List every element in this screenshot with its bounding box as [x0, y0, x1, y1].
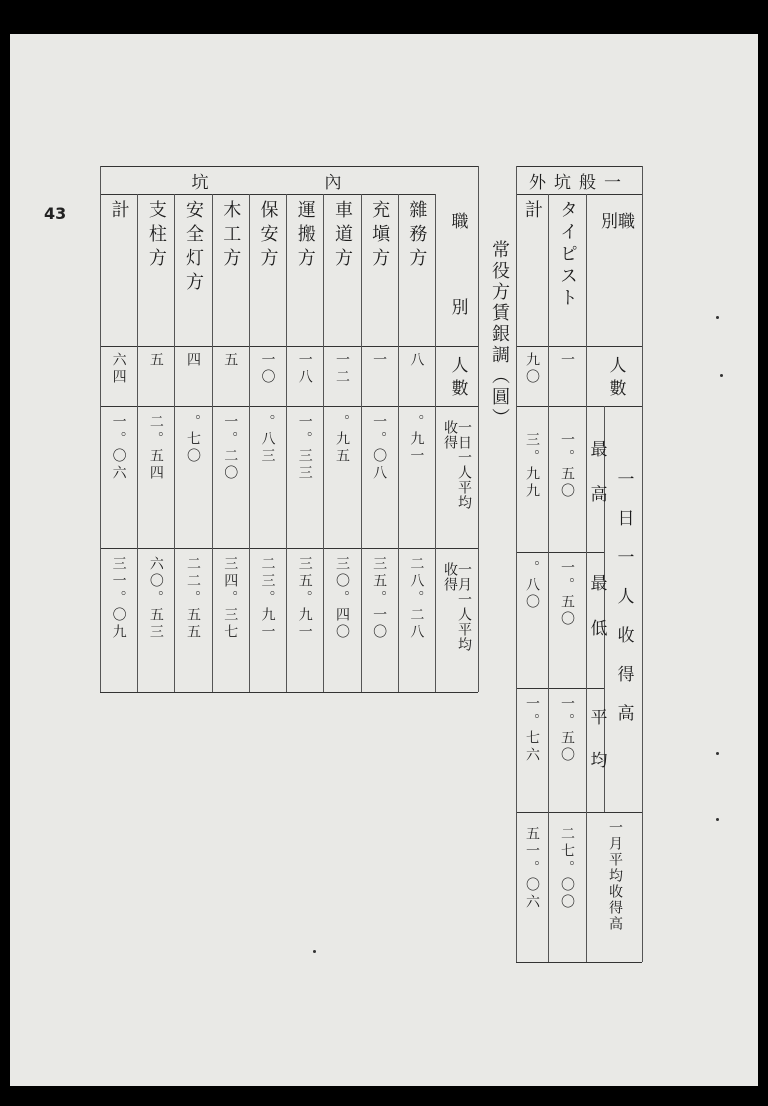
inner-job-value: 車道方 — [331, 200, 353, 272]
inner-daily-label: 一日一人平均收得 — [442, 420, 472, 510]
inner-monthly-value: 三四。三七 — [222, 556, 239, 641]
outer-daily-group-cell — [606, 470, 640, 770]
inner-count-value: 一二 — [333, 352, 350, 386]
outer-rule-3 — [516, 812, 642, 813]
outer-job-cell — [516, 200, 548, 342]
inner-job-value: 木工方 — [220, 200, 242, 272]
inner-monthly-cell — [286, 556, 323, 688]
outer-avg-label: 平均 — [586, 708, 607, 794]
inner-count-value: 八 — [408, 352, 425, 369]
inner-daily-value: 一。三三 — [296, 414, 313, 482]
inner-count-cell — [398, 352, 435, 404]
inner-daily-cell — [249, 414, 286, 544]
inner-daily-value: 一。二〇 — [222, 414, 239, 482]
table-title-cell — [484, 240, 514, 480]
inner-monthly-value: 二八。二八 — [408, 556, 425, 641]
inner-job-cell — [361, 200, 398, 342]
table-title: 常役方賃銀調（圓） — [489, 240, 510, 429]
outer-daily-group-label: 一日一人收得高 — [613, 470, 634, 743]
inner-monthly-value: 三一。〇九 — [110, 556, 127, 641]
inner-count-cell — [174, 352, 211, 404]
inner-monthly-cell — [212, 556, 249, 688]
inner-count-cell — [100, 352, 137, 404]
outer-min-value: 一。五〇 — [559, 560, 575, 628]
inner-monthly-value: 二二。五五 — [185, 556, 202, 641]
inner-job-value: 運搬方 — [294, 200, 316, 272]
outer-max-value: 三。九九 — [524, 432, 540, 500]
inner-daily-value: 二。五四 — [147, 414, 164, 482]
outer-min-value: 。八〇 — [524, 560, 540, 611]
inner-monthly-value: 三〇。四〇 — [333, 556, 350, 641]
outer-monthly-label-cell — [590, 820, 640, 958]
inner-right-border — [478, 166, 479, 692]
inner-job-cell — [174, 200, 211, 342]
outer-job-value: タイピスト — [557, 200, 578, 310]
inner-monthly-cell — [137, 556, 174, 688]
outer-avg-cell — [548, 696, 586, 808]
inner-job-value: 充塡方 — [369, 200, 391, 272]
speck — [716, 818, 719, 821]
inner-count-label: 人數 — [447, 356, 468, 402]
inner-count-cell — [323, 352, 360, 404]
outer-count-value: 一 — [559, 352, 575, 369]
inner-daily-cell — [137, 414, 174, 544]
inner-count-cell — [361, 352, 398, 404]
inner-count-value: 四 — [185, 352, 202, 369]
inner-bottom-rule — [100, 692, 478, 693]
inner-monthly-label: 一月一人平均收得 — [442, 562, 472, 652]
inner-count-value: 五 — [147, 352, 164, 369]
outer-job-cell — [548, 200, 586, 342]
speck — [313, 950, 316, 953]
outer-job-header-cell — [590, 212, 640, 346]
inner-count-value: 一 — [371, 352, 388, 369]
inner-monthly-value: 三五。一〇 — [371, 556, 388, 641]
outer-count-cell — [516, 352, 548, 404]
outer-max-label: 最高 — [586, 440, 607, 530]
inner-group-rule — [100, 194, 435, 195]
inner-count-cell — [137, 352, 174, 404]
inner-count-cell — [212, 352, 249, 404]
outer-monthly-cell — [548, 826, 586, 958]
inner-daily-value: 。九一 — [408, 414, 425, 465]
inner-monthly-label-cell — [438, 562, 476, 686]
inner-daily-cell — [212, 414, 249, 544]
inner-job-cell — [137, 200, 174, 342]
inner-rule-3 — [100, 548, 478, 549]
inner-daily-cell — [286, 414, 323, 544]
outer-job-value: 計 — [522, 200, 543, 224]
outer-rule-min — [516, 688, 604, 689]
inner-job-cell — [286, 200, 323, 342]
outer-monthly-cell — [516, 826, 548, 958]
speck — [716, 316, 719, 319]
inner-group-label: 坑 內 — [191, 172, 344, 193]
inner-rule-1 — [100, 346, 478, 347]
inner-daily-value: 。九五 — [333, 414, 350, 465]
outer-min-label: 最低 — [586, 574, 607, 664]
outer-count-value: 九〇 — [524, 352, 540, 386]
outer-bottom-rule — [516, 962, 642, 963]
outer-job-header: 職 別 — [597, 212, 634, 346]
speck — [716, 752, 719, 755]
inner-monthly-cell — [249, 556, 286, 688]
outer-rule-max — [516, 552, 604, 553]
outer-group-label-cell — [516, 168, 642, 192]
outer-group-rule — [516, 194, 642, 195]
inner-daily-value: 一。〇八 — [371, 414, 388, 482]
inner-monthly-cell — [323, 556, 360, 688]
inner-count-value: 一八 — [296, 352, 313, 386]
outer-count-label: 人數 — [605, 356, 626, 402]
inner-count-cell — [286, 352, 323, 404]
outer-monthly-value: 五一。〇六 — [524, 826, 540, 911]
outer-count-cell — [548, 352, 586, 404]
inner-job-value: 保安方 — [257, 200, 279, 272]
outer-avg-cell — [516, 696, 548, 808]
outer-min-cell — [548, 560, 586, 684]
outer-min-cell — [516, 560, 548, 684]
inner-count-label-cell — [438, 356, 476, 404]
outer-avg-value: 一。七六 — [524, 696, 540, 764]
inner-monthly-cell — [361, 556, 398, 688]
inner-monthly-value: 三五。九一 — [296, 556, 313, 641]
inner-count-value: 五 — [222, 352, 239, 369]
outer-rule-2 — [516, 406, 642, 407]
inner-monthly-cell — [398, 556, 435, 688]
inner-rule-2 — [100, 406, 478, 407]
outer-min-label-cell — [586, 574, 607, 684]
inner-job-value: 支柱方 — [145, 200, 167, 272]
inner-daily-cell — [398, 414, 435, 544]
inner-job-cell — [100, 200, 137, 342]
outer-count-label-cell — [590, 356, 640, 404]
inner-job-cell — [212, 200, 249, 342]
inner-monthly-cell — [100, 556, 137, 688]
outer-max-label-cell — [586, 440, 607, 550]
inner-job-cell — [398, 200, 435, 342]
inner-job-header: 職 別 — [447, 212, 468, 341]
inner-job-header-cell — [438, 212, 476, 342]
page-number: 43 — [44, 204, 67, 223]
inner-daily-cell — [323, 414, 360, 544]
inner-job-value: 雜務方 — [406, 200, 428, 272]
inner-job-value: 計 — [108, 200, 130, 224]
inner-label-divider — [435, 194, 436, 692]
outer-right-border — [642, 166, 643, 962]
inner-job-value: 安全灯方 — [183, 200, 205, 296]
outer-avg-value: 一。五〇 — [559, 696, 575, 764]
inner-job-cell — [323, 200, 360, 342]
inner-job-cell — [249, 200, 286, 342]
outer-rule-1 — [516, 346, 642, 347]
inner-count-value: 六四 — [110, 352, 127, 386]
inner-monthly-cell — [174, 556, 211, 688]
inner-daily-value: 一。〇六 — [110, 414, 127, 482]
outer-max-cell — [548, 432, 586, 548]
inner-daily-cell — [174, 414, 211, 544]
inner-daily-cell — [100, 414, 137, 544]
inner-count-cell — [249, 352, 286, 404]
inner-count-value: 一〇 — [259, 352, 276, 386]
inner-daily-cell — [361, 414, 398, 544]
outer-monthly-value: 二七。〇〇 — [559, 826, 575, 911]
inner-monthly-value: 二三。九一 — [259, 556, 276, 641]
inner-daily-label-cell — [438, 420, 476, 544]
outer-monthly-label: 一月平均收得高 — [607, 820, 623, 932]
inner-monthly-value: 六〇。五三 — [147, 556, 164, 641]
speck — [720, 374, 723, 377]
outer-max-cell — [516, 432, 548, 548]
outer-avg-label-cell — [586, 708, 607, 808]
inner-daily-value: 。七〇 — [185, 414, 202, 465]
outer-group-label: 一般坑外 — [529, 172, 629, 193]
outer-max-value: 一。五〇 — [559, 432, 575, 500]
inner-group-label-cell — [100, 168, 435, 192]
inner-daily-value: 。八三 — [259, 414, 276, 465]
